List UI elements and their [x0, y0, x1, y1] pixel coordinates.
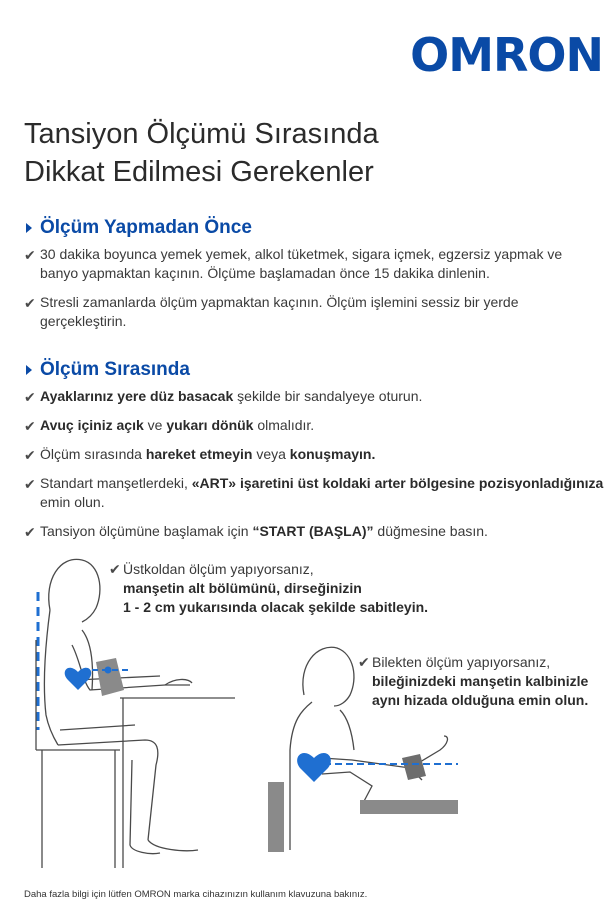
item-text: düğmesine basın.: [373, 523, 488, 539]
item-bold: yukarı dönük: [166, 417, 254, 433]
check-icon: ✔: [24, 247, 36, 263]
item-text: 30 dakika boyunca yemek yemek, alkol tüketmek, sigara içmek, egzersiz yapmak ve banyo yapmaktan kaçının. Ölçüme başlamadan önce 15 dakika dinlenin.: [40, 246, 563, 281]
cuff-marker-dot: [105, 667, 112, 674]
item-text: emin olun.: [40, 494, 105, 510]
section-heading-during-text: Ölçüm Sırasında: [40, 359, 190, 380]
callout-line: Bilekten ölçüm yapıyorsanız,: [372, 654, 551, 670]
check-icon: ✔: [358, 654, 370, 670]
callout-bold: 1 - 2 cm yukarısında olacak şekilde sabitleyin.: [123, 599, 429, 615]
item-text: Standart manşetlerdeki,: [40, 475, 192, 491]
page-title: [24, 115, 584, 191]
chair-back: [268, 782, 284, 852]
check-icon: ✔: [24, 476, 36, 492]
item-text: şekilde bir sandalyeye oturun.: [233, 388, 423, 404]
person-outline: [44, 559, 198, 853]
table-outline: [120, 698, 235, 868]
section-before-measurement: [24, 215, 604, 331]
callout-bold: bileğinizdeki manşetin kalbinizle: [372, 673, 589, 689]
list-item: [24, 522, 604, 541]
callout-line: Üstkoldan ölçüm yapıyorsanız,: [123, 561, 314, 577]
item-text: veya: [252, 446, 290, 462]
item-bold: Avuç içiniz açık: [40, 417, 144, 433]
item-bold: konuşmayın.: [289, 446, 376, 462]
item-text: ve: [143, 417, 167, 433]
callout-bold: manşetin alt bölümünü, dirseğinizin: [123, 580, 362, 596]
check-icon: ✔: [24, 418, 36, 434]
item-bold: Ayaklarınız yere düz basacak: [40, 388, 234, 404]
wrist-cuff: [402, 754, 426, 780]
check-icon: ✔: [24, 447, 36, 463]
triangle-arrow-icon: [26, 223, 32, 233]
triangle-arrow-icon: [26, 365, 32, 375]
omron-logo: OMRON: [410, 28, 603, 82]
list-item: [24, 245, 604, 283]
section-heading-during: [24, 357, 604, 383]
list-item: [24, 293, 604, 331]
seated-person-illustration: [20, 550, 250, 880]
heart-icon: [297, 753, 331, 782]
section-during-measurement: [24, 357, 604, 541]
check-icon: ✔: [109, 561, 121, 577]
check-icon: ✔: [24, 295, 36, 311]
check-icon: ✔: [24, 389, 36, 405]
item-text: Stresli zamanlarda ölçüm yapmaktan kaçının. Ölçüm işlemini sessiz bir yerde gerçekleştirin.: [40, 294, 519, 329]
callout-bold: aynı hizada olduğuna emin olun.: [372, 692, 589, 708]
section-heading-before: [24, 215, 604, 241]
upper-arm-cuff: [96, 658, 124, 696]
list-item: [24, 474, 604, 512]
wrist-person-illustration: [262, 640, 472, 860]
footnote: Daha fazla bilgi için lütfen OMRON marka cihazınızın kullanım klavuzuna bakınız.: [24, 889, 368, 900]
title-line-2: Dikkat Edilmesi Gerekenler: [24, 156, 374, 188]
list-item: [24, 445, 604, 464]
check-icon: ✔: [24, 524, 36, 540]
item-bold: hareket etmeyin: [145, 446, 253, 462]
item-text: Ölçüm sırasında: [40, 446, 146, 462]
item-text: Tansiyon ölçümüne başlamak için: [40, 523, 253, 539]
person-outline: [290, 647, 447, 850]
section-heading-before-text: Ölçüm Yapmadan Önce: [40, 217, 252, 238]
item-text: olmalıdır.: [253, 417, 315, 433]
item-bold: “START (BAŞLA)”: [252, 523, 374, 539]
table-block: [360, 800, 458, 814]
item-bold: «ART» işaretini üst koldaki arter bölgesine pozisyonladığınıza: [191, 475, 604, 491]
list-item: [24, 387, 604, 406]
title-line-1: Tansiyon Ölçümü Sırasında: [24, 118, 379, 150]
list-item: [24, 416, 604, 435]
